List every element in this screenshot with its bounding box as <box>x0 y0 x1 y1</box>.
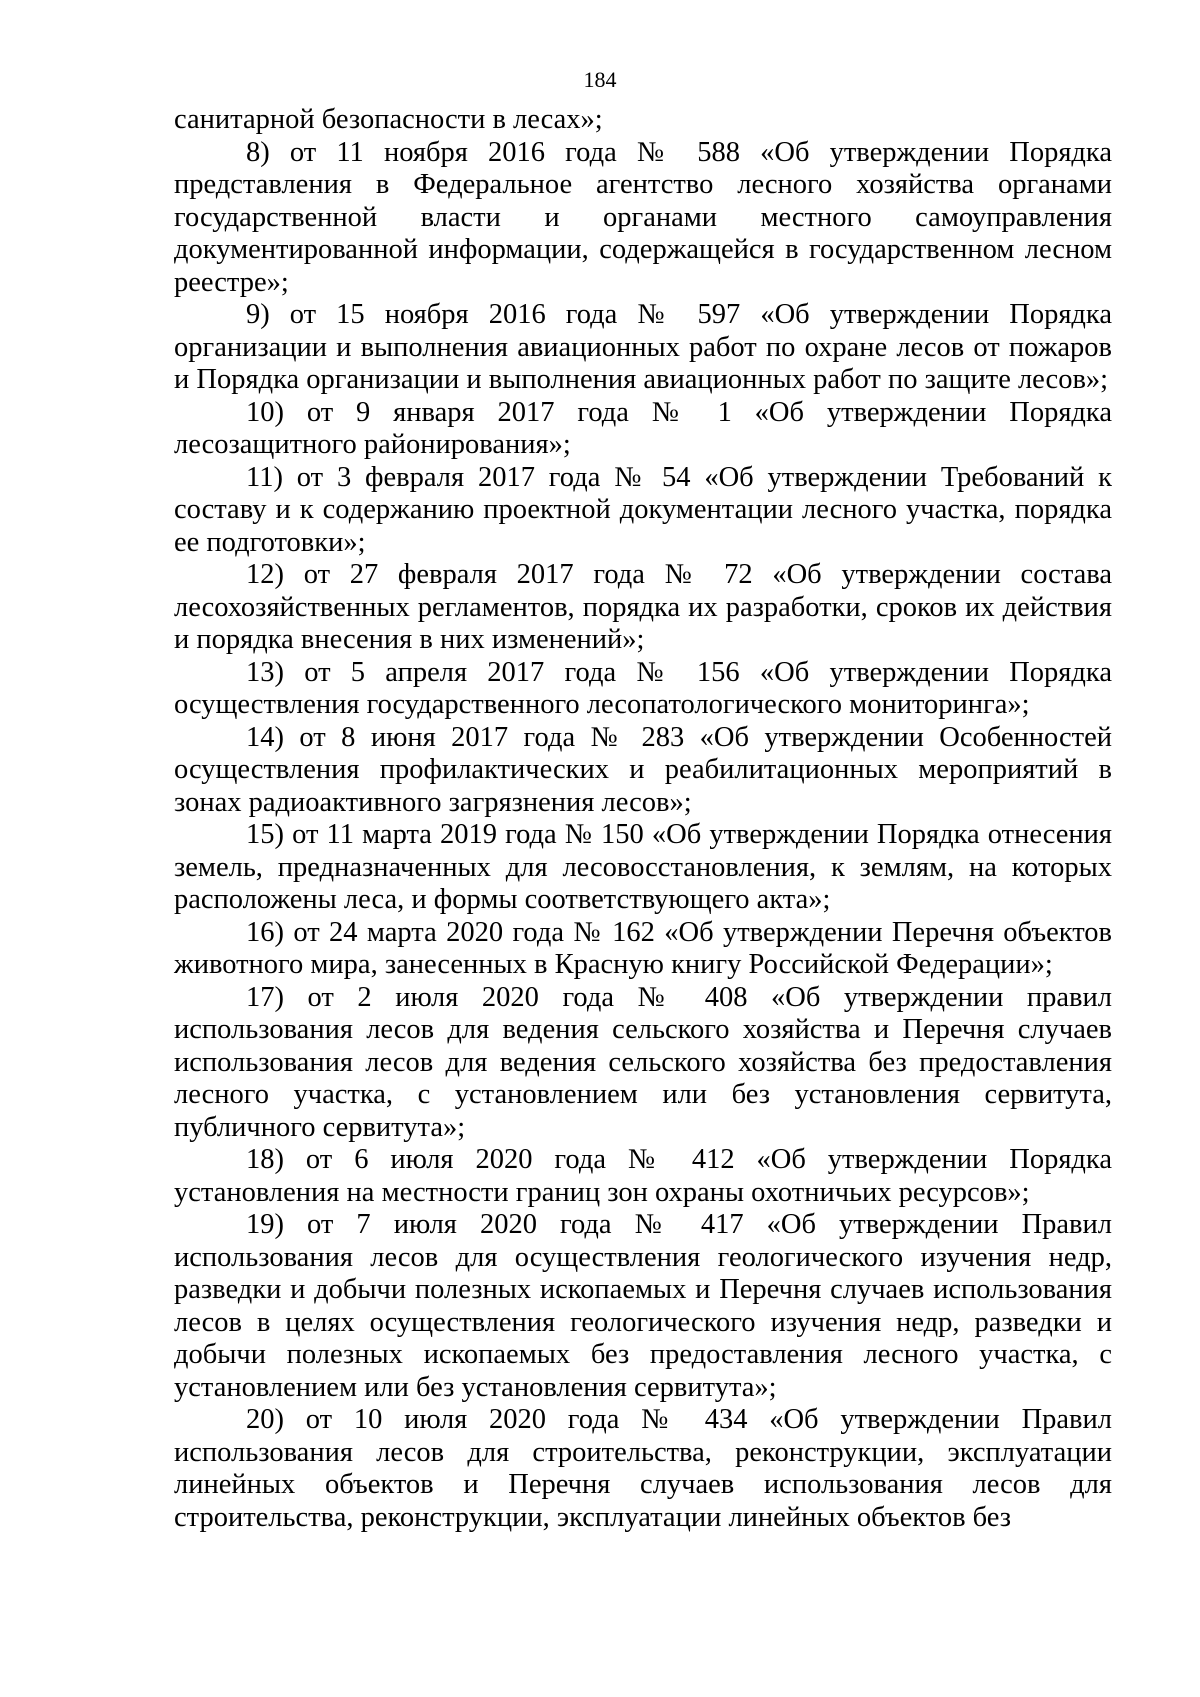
paragraph-continuation: санитарной безопасности в лесах»; <box>174 104 603 135</box>
list-item-8: 8) от 11 ноября 2016 года № 588 «Об утверждении Порядка представления в Федеральное агентство лесного хозяйства органами государственной власти и органами местного самоуправления документированной информации, содержащейся в государственном лесном реестре»; <box>174 136 1112 298</box>
document-body <box>174 104 1112 1534</box>
list-item-17: 17) от 2 июля 2020 года № 408 «Об утверждении правил использования лесов для ведения сельского хозяйства и Перечня случаев использования лесов для ведения сельского хозяйства без предоставления лесного участка, с установлением или без установления сервитута, публичного сервитута»; <box>174 981 1112 1143</box>
list-item-15: 15) от 11 марта 2019 года № 150 «Об утверждении Порядка отнесения земель, предназначенных для лесовосстановления, к землям, на которых расположены леса, и формы соответствующего акта»; <box>174 819 1112 915</box>
list-item-13: 13) от 5 апреля 2017 года № 156 «Об утверждении Порядка осуществления государственного лесопатологического мониторинга»; <box>174 656 1112 720</box>
page-number: 184 <box>583 67 617 92</box>
list-item-20: 20) от 10 июля 2020 года № 434 «Об утверждении Правил использования лесов для строительства, реконструкции, эксплуатации линейных объектов и Перечня случаев использования лесов для строительства, реконструкции, эксплуатации линейных объектов без <box>174 1404 1112 1533</box>
list-item-19: 19) от 7 июля 2020 года № 417 «Об утверждении Правил использования лесов для осуществления геологического изучения недр, разведки и добычи полезных ископаемых и Перечня случаев использования лесов в целях осуществления геологического изучения недр, разведки и добычи полезных ископаемых без предоставления лесного участка, с установлением или без установления сервитута»; <box>174 1209 1112 1403</box>
list-item-11: 11) от 3 февраля 2017 года № 54 «Об утверждении Требований к составу и к содержанию проектной документации лесного участка, порядка ее подготовки»; <box>174 461 1112 558</box>
list-item-14: 14) от 8 июня 2017 года № 283 «Об утверждении Особенностей осуществления профилактических и реабилитационных мероприятий в зонах радиоактивного загрязнения лесов»; <box>174 721 1112 818</box>
list-item-18: 18) от 6 июля 2020 года № 412 «Об утверждении Порядка установления на местности границ зон охраны охотничьих ресурсов»; <box>174 1144 1112 1208</box>
list-item-16: 16) от 24 марта 2020 года № 162 «Об утверждении Перечня объектов животного мира, занесенных в Красную книгу Российской Федерации»; <box>174 916 1112 980</box>
list-item-12: 12) от 27 февраля 2017 года № 72 «Об утверждении состава лесохозяйственных регламентов, порядка их разработки, сроков их действия и порядка внесения в них изменений»; <box>174 559 1112 655</box>
list-item-9: 9) от 15 ноября 2016 года № 597 «Об утверждении Порядка организации и выполнения авиационных работ по охране лесов от пожаров и Порядка организации и выполнения авиационных работ по защите лесов»; <box>174 299 1112 395</box>
list-item-10: 10) от 9 января 2017 года № 1 «Об утверждении Порядка лесозащитного районирования»; <box>174 396 1112 460</box>
